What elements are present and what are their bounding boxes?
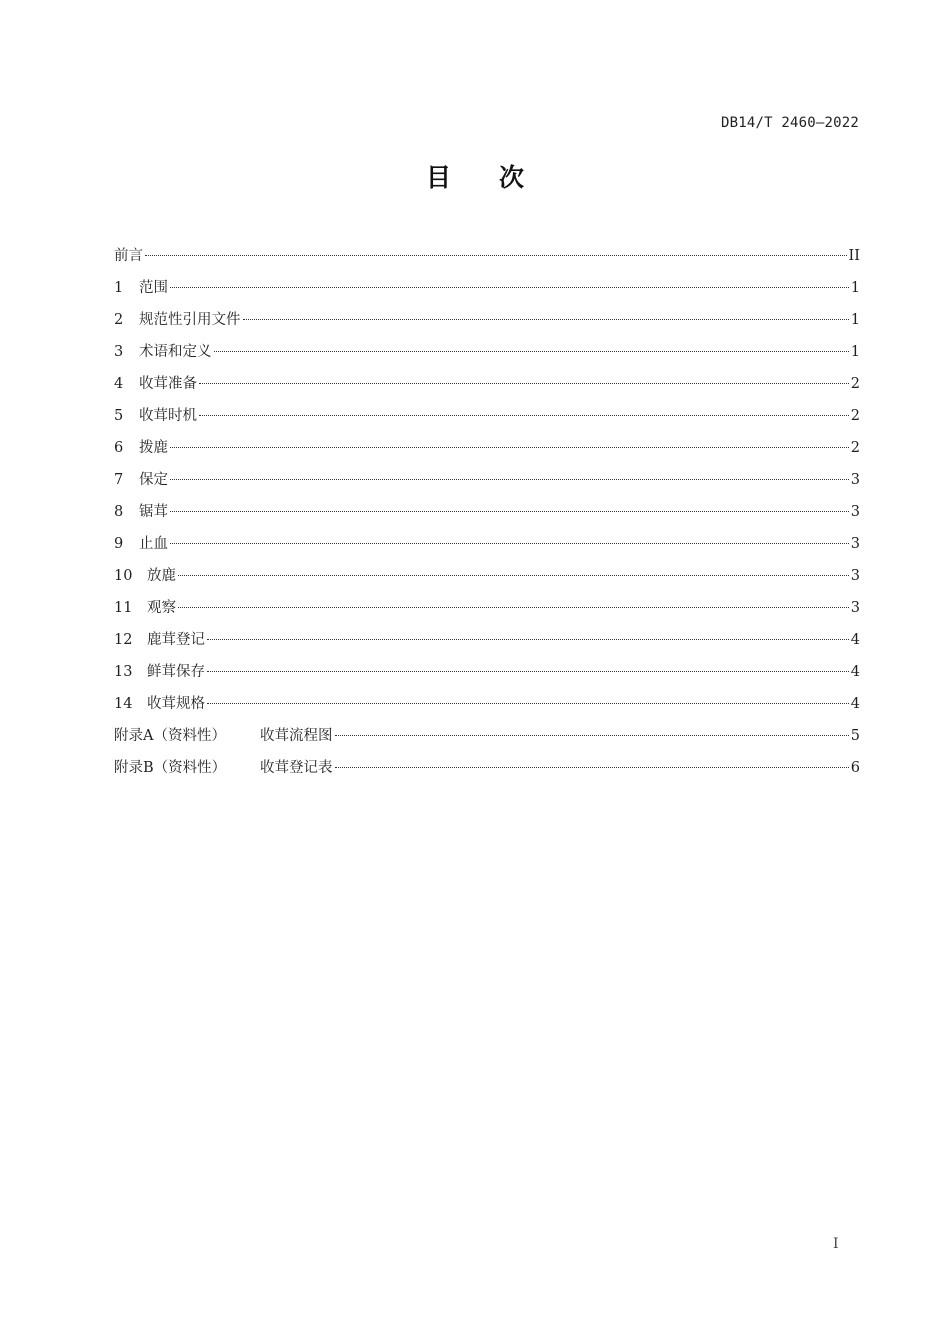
toc-entry[interactable] <box>114 499 860 531</box>
toc-entry[interactable] <box>114 723 860 755</box>
dot-leader <box>170 543 849 544</box>
page-title: 目次 <box>425 163 572 192</box>
toc-entry-number: 附录A（资料性） <box>114 728 226 744</box>
toc-entry-title: 范围 <box>139 280 168 296</box>
dot-leader <box>199 415 849 416</box>
toc-entry-page: 1 <box>850 312 860 328</box>
toc-entry-number: 附录B（资料性） <box>114 760 227 776</box>
toc-entry-page: 3 <box>850 472 860 488</box>
toc-entry-title: 放鹿 <box>147 568 176 584</box>
dot-leader <box>170 511 849 512</box>
toc-entry-page: 1 <box>850 344 860 360</box>
toc-entry-title: 保定 <box>139 472 168 488</box>
toc-entry-number: 3 <box>114 344 124 360</box>
toc-entry-title: 收茸时机 <box>139 408 197 424</box>
toc-entry-title: 收茸登记表 <box>260 760 333 776</box>
toc-entry-number: 11 <box>114 600 133 616</box>
toc-entry-number: 4 <box>114 376 124 392</box>
toc-entry-page: 3 <box>850 600 860 616</box>
toc-entry[interactable] <box>114 307 860 339</box>
toc-entry[interactable] <box>114 563 860 595</box>
toc-entry-page: 4 <box>850 632 860 648</box>
toc-entry-title: 拨鹿 <box>139 440 168 456</box>
toc-entry-page: II <box>848 248 860 264</box>
dot-leader <box>178 607 849 608</box>
toc-entry-page: 6 <box>850 760 860 776</box>
toc-entry-number: 9 <box>114 536 124 552</box>
toc-entry-number: 13 <box>114 664 133 680</box>
toc-entry-number: 1 <box>114 280 124 296</box>
toc-entry-title: 收茸准备 <box>139 376 197 392</box>
toc-entry[interactable] <box>114 467 860 499</box>
toc-entry-title: 鹿茸登记 <box>147 632 205 648</box>
toc-entry-page: 4 <box>850 696 860 712</box>
toc-entry-number: 2 <box>114 312 124 328</box>
toc-entry-number: 7 <box>114 472 124 488</box>
dot-leader <box>335 767 849 768</box>
table-of-contents <box>114 243 860 787</box>
toc-entry-title: 锯茸 <box>139 504 168 520</box>
toc-entry-title: 止血 <box>139 536 168 552</box>
toc-entry-page: 5 <box>850 728 860 744</box>
toc-entry-title: 观察 <box>147 600 176 616</box>
toc-entry[interactable] <box>114 435 860 467</box>
toc-entry-page: 2 <box>850 376 860 392</box>
toc-entry[interactable] <box>114 243 860 275</box>
toc-entry[interactable] <box>114 755 860 787</box>
toc-entry[interactable] <box>114 627 860 659</box>
dot-leader <box>335 735 849 736</box>
toc-entry[interactable] <box>114 595 860 627</box>
toc-entry[interactable] <box>114 275 860 307</box>
toc-entry-title: 收茸规格 <box>147 696 205 712</box>
dot-leader <box>207 703 849 704</box>
toc-entry-title: 收茸流程图 <box>260 728 333 744</box>
toc-entry-title: 术语和定义 <box>139 344 212 360</box>
toc-entry[interactable] <box>114 403 860 435</box>
toc-entry-page: 1 <box>850 280 860 296</box>
toc-entry[interactable] <box>114 339 860 371</box>
toc-entry-page: 3 <box>850 568 860 584</box>
page-number: I <box>833 1236 839 1252</box>
toc-entry[interactable] <box>114 531 860 563</box>
toc-entry-number: 6 <box>114 440 124 456</box>
toc-entry-title: 鲜茸保存 <box>147 664 205 680</box>
dot-leader <box>170 479 849 480</box>
toc-entry-number: 5 <box>114 408 124 424</box>
toc-entry-title: 规范性引用文件 <box>139 312 241 328</box>
toc-entry-page: 3 <box>850 504 860 520</box>
dot-leader <box>243 319 849 320</box>
dot-leader <box>207 671 849 672</box>
toc-entry-page: 3 <box>850 536 860 552</box>
dot-leader <box>145 255 847 256</box>
dot-leader <box>170 447 849 448</box>
dot-leader <box>178 575 849 576</box>
toc-entry[interactable] <box>114 371 860 403</box>
toc-entry-page: 2 <box>850 440 860 456</box>
dot-leader <box>199 383 849 384</box>
toc-entry-number: 8 <box>114 504 124 520</box>
toc-entry-title: 前言 <box>114 248 143 264</box>
toc-entry-number: 10 <box>114 568 133 584</box>
toc-entry-number: 12 <box>114 632 133 648</box>
toc-entry-number: 14 <box>114 696 133 712</box>
dot-leader <box>207 639 849 640</box>
toc-entry-page: 4 <box>850 664 860 680</box>
toc-entry[interactable] <box>114 691 860 723</box>
dot-leader <box>214 351 849 352</box>
toc-entry[interactable] <box>114 659 860 691</box>
dot-leader <box>170 287 849 288</box>
toc-entry-page: 2 <box>850 408 860 424</box>
standard-code: DB14/T 2460—2022 <box>720 115 859 131</box>
